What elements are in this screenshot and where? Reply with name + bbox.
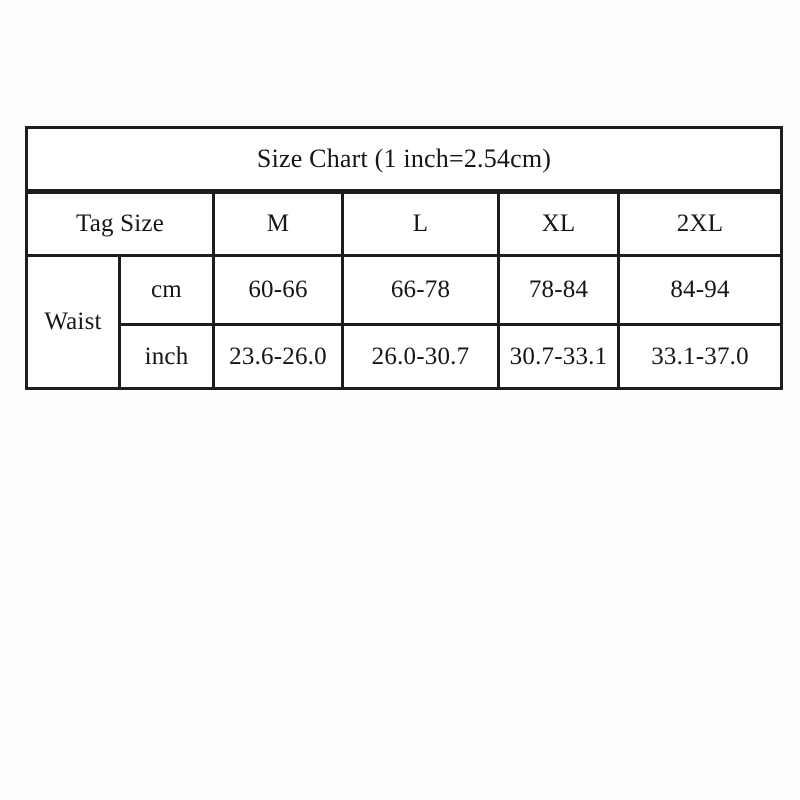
waist-cm-2xl: 84-94 xyxy=(619,256,782,325)
waist-inch-row xyxy=(27,325,782,389)
waist-cm-m: 60-66 xyxy=(214,256,343,325)
waist-measure-cell: Waist xyxy=(27,256,120,389)
unit-cell-cm: cm xyxy=(120,256,214,325)
waist-inch-m: 23.6-26.0 xyxy=(214,325,343,389)
size-header-m: M xyxy=(214,192,343,256)
unit-cell-inch: inch xyxy=(120,325,214,389)
size-header-xl: XL xyxy=(499,192,619,256)
title-row xyxy=(27,128,782,192)
header-row xyxy=(27,192,782,256)
waist-cm-xl: 78-84 xyxy=(499,256,619,325)
waist-inch-xl: 30.7-33.1 xyxy=(499,325,619,389)
waist-inch-2xl: 33.1-37.0 xyxy=(619,325,782,389)
size-chart-title: Size Chart (1 inch=2.54cm) xyxy=(27,128,782,192)
waist-cm-row xyxy=(27,256,782,325)
size-chart-table xyxy=(25,126,783,390)
waist-cm-l: 66-78 xyxy=(343,256,499,325)
size-header-2xl: 2XL xyxy=(619,192,782,256)
waist-inch-l: 26.0-30.7 xyxy=(343,325,499,389)
tag-size-header-cell: Tag Size xyxy=(27,192,214,256)
size-header-l: L xyxy=(343,192,499,256)
